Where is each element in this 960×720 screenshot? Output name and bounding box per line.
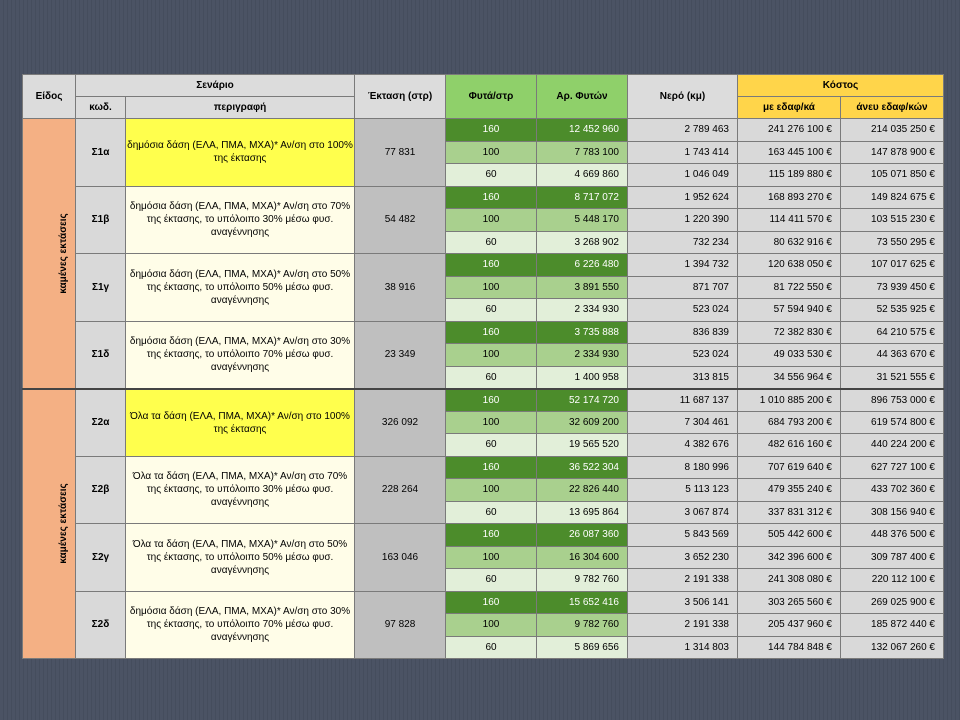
water-cell: 3 506 141	[628, 591, 738, 614]
cost-without-land-cell: 308 156 940 €	[841, 501, 944, 524]
table-row	[23, 254, 944, 277]
cost-without-land-cell: 185 872 440 €	[841, 614, 944, 637]
header-cost-with-land: με εδαφ/κά	[738, 97, 841, 119]
plant-count-cell: 2 334 930	[537, 299, 628, 322]
cost-without-land-cell: 73 939 450 €	[841, 276, 944, 299]
cost-with-land-cell: 684 793 200 €	[738, 411, 841, 434]
water-cell: 1 394 732	[628, 254, 738, 277]
cost-without-land-cell: 220 112 100 €	[841, 569, 944, 592]
plant-count-cell: 19 565 520	[537, 434, 628, 457]
header-code: κωδ.	[76, 97, 126, 119]
cost-with-land-cell: 505 442 600 €	[738, 524, 841, 547]
cost-with-land-cell: 1 010 885 200 €	[738, 389, 841, 412]
plants-per-str-cell: 160	[446, 456, 537, 479]
plant-count-cell: 12 452 960	[537, 119, 628, 142]
water-cell: 11 687 137	[628, 389, 738, 412]
water-cell: 871 707	[628, 276, 738, 299]
scenario-description: δημόσια δάση (ΕΛΑ, ΠΜΑ, ΜΧΑ)* Αν/ση στο 50% της έκτασης, το υπόλοιπο 50% μέσω φυσ. αναγέννησης	[126, 254, 355, 322]
scenario-code: Σ2γ	[76, 524, 126, 592]
plants-per-str-cell: 100	[446, 141, 537, 164]
cost-with-land-cell: 34 556 964 €	[738, 366, 841, 389]
plants-per-str-cell: 60	[446, 569, 537, 592]
water-cell: 8 180 996	[628, 456, 738, 479]
cost-without-land-cell: 73 550 295 €	[841, 231, 944, 254]
cost-without-land-cell: 440 224 200 €	[841, 434, 944, 457]
plant-count-cell: 3 891 550	[537, 276, 628, 299]
water-cell: 523 024	[628, 299, 738, 322]
plant-count-cell: 4 669 860	[537, 164, 628, 187]
cost-with-land-cell: 81 722 550 €	[738, 276, 841, 299]
cost-with-land-cell: 482 616 160 €	[738, 434, 841, 457]
cost-with-land-cell: 479 355 240 €	[738, 479, 841, 502]
plant-count-cell: 5 448 170	[537, 209, 628, 232]
scenario-code: Σ1γ	[76, 254, 126, 322]
water-cell: 313 815	[628, 366, 738, 389]
table-row	[23, 524, 944, 547]
cost-without-land-cell: 147 878 900 €	[841, 141, 944, 164]
table-row	[23, 456, 944, 479]
water-cell: 1 314 803	[628, 636, 738, 659]
water-cell: 3 067 874	[628, 501, 738, 524]
plant-count-cell: 32 609 200	[537, 411, 628, 434]
scenario-description: Όλα τα δάση (ΕΛΑ, ΠΜΑ, ΜΧΑ)* Αν/ση στο 70% της έκτασης, το υπόλοιπο 30% μέσω φυσ. αναγέννησης	[126, 456, 355, 524]
water-cell: 2 191 338	[628, 614, 738, 637]
cost-with-land-cell: 72 382 830 €	[738, 321, 841, 344]
water-cell: 7 304 461	[628, 411, 738, 434]
plants-per-str-cell: 100	[446, 344, 537, 367]
scenario-cost-table	[22, 74, 944, 659]
plant-count-cell: 16 304 600	[537, 546, 628, 569]
cost-without-land-cell: 31 521 555 €	[841, 366, 944, 389]
scenario-area: 54 482	[355, 186, 446, 254]
plants-per-str-cell: 100	[446, 479, 537, 502]
water-cell: 732 234	[628, 231, 738, 254]
cost-with-land-cell: 303 265 560 €	[738, 591, 841, 614]
cost-without-land-cell: 309 787 400 €	[841, 546, 944, 569]
water-cell: 2 191 338	[628, 569, 738, 592]
table-row	[23, 119, 944, 142]
scenario-code: Σ2β	[76, 456, 126, 524]
cost-with-land-cell: 80 632 916 €	[738, 231, 841, 254]
cost-with-land-cell: 707 619 640 €	[738, 456, 841, 479]
plants-per-str-cell: 100	[446, 614, 537, 637]
scenario-area: 77 831	[355, 119, 446, 187]
water-cell: 836 839	[628, 321, 738, 344]
cost-with-land-cell: 168 893 270 €	[738, 186, 841, 209]
water-cell: 2 789 463	[628, 119, 738, 142]
scenario-description: Όλα τα δάση (ΕΛΑ, ΠΜΑ, ΜΧΑ)* Αν/ση στο 100% της έκτασης	[126, 389, 355, 457]
scenario-description: Όλα τα δάση (ΕΛΑ, ΠΜΑ, ΜΧΑ)* Αν/ση στο 50% της έκτασης, το υπόλοιπο 50% μέσω φυσ. αναγέννησης	[126, 524, 355, 592]
cost-without-land-cell: 433 702 360 €	[841, 479, 944, 502]
plant-count-cell: 5 869 656	[537, 636, 628, 659]
plant-count-cell: 9 782 760	[537, 614, 628, 637]
plant-count-cell: 52 174 720	[537, 389, 628, 412]
table-row	[23, 321, 944, 344]
plant-count-cell: 6 226 480	[537, 254, 628, 277]
table-row	[23, 591, 944, 614]
cost-without-land-cell: 132 067 260 €	[841, 636, 944, 659]
water-cell: 1 046 049	[628, 164, 738, 187]
cost-with-land-cell: 120 638 050 €	[738, 254, 841, 277]
scenario-code: Σ1δ	[76, 321, 126, 389]
cost-without-land-cell: 627 727 100 €	[841, 456, 944, 479]
header-plants-per-str: Φυτά/στρ	[446, 75, 537, 119]
cost-without-land-cell: 64 210 575 €	[841, 321, 944, 344]
water-cell: 3 652 230	[628, 546, 738, 569]
plants-per-str-cell: 160	[446, 591, 537, 614]
cost-with-land-cell: 241 276 100 €	[738, 119, 841, 142]
plants-per-str-cell: 60	[446, 231, 537, 254]
header-scenario: Σενάριο	[76, 75, 355, 97]
plant-count-cell: 15 652 416	[537, 591, 628, 614]
header-area: Έκταση (στρ)	[355, 75, 446, 119]
water-cell: 4 382 676	[628, 434, 738, 457]
scenario-area: 326 092	[355, 389, 446, 457]
plant-count-cell: 7 783 100	[537, 141, 628, 164]
plants-per-str-cell: 160	[446, 321, 537, 344]
header-cost-without-land: άνευ εδαφ/κών	[841, 97, 944, 119]
cost-with-land-cell: 115 189 880 €	[738, 164, 841, 187]
cost-without-land-cell: 103 515 230 €	[841, 209, 944, 232]
cost-with-land-cell: 163 445 100 €	[738, 141, 841, 164]
plants-per-str-cell: 160	[446, 119, 537, 142]
plants-per-str-cell: 160	[446, 389, 537, 412]
plants-per-str-cell: 100	[446, 276, 537, 299]
plants-per-str-cell: 160	[446, 524, 537, 547]
scenario-area: 163 046	[355, 524, 446, 592]
plants-per-str-cell: 60	[446, 366, 537, 389]
cost-without-land-cell: 619 574 800 €	[841, 411, 944, 434]
cost-without-land-cell: 52 535 925 €	[841, 299, 944, 322]
plant-count-cell: 3 735 888	[537, 321, 628, 344]
scenario-code: Σ2α	[76, 389, 126, 457]
scenario-description: δημόσια δάση (ΕΛΑ, ΠΜΑ, ΜΧΑ)* Αν/ση στο 30% της έκτασης, το υπόλοιπο 70% μέσω φυσ. αναγέννησης	[126, 321, 355, 389]
plant-count-cell: 1 400 958	[537, 366, 628, 389]
plants-per-str-cell: 100	[446, 209, 537, 232]
plant-count-cell: 2 334 930	[537, 344, 628, 367]
cost-with-land-cell: 205 437 960 €	[738, 614, 841, 637]
group-label: καμένες εκτάσεις	[23, 119, 76, 389]
table-row	[23, 389, 944, 412]
plants-per-str-cell: 160	[446, 254, 537, 277]
cost-with-land-cell: 57 594 940 €	[738, 299, 841, 322]
header-cost: Κόστος	[738, 75, 944, 97]
scenario-area: 38 916	[355, 254, 446, 322]
plants-per-str-cell: 160	[446, 186, 537, 209]
water-cell: 1 220 390	[628, 209, 738, 232]
plants-per-str-cell: 100	[446, 411, 537, 434]
scenario-description: δημόσια δάση (ΕΛΑ, ΠΜΑ, ΜΧΑ)* Αν/ση στο 70% της έκτασης, το υπόλοιπο 30% μέσω φυσ. αναγέννησης	[126, 186, 355, 254]
cost-without-land-cell: 149 824 675 €	[841, 186, 944, 209]
plant-count-cell: 3 268 902	[537, 231, 628, 254]
header-description: περιγραφή	[126, 97, 355, 119]
water-cell: 5 843 569	[628, 524, 738, 547]
cost-without-land-cell: 105 071 850 €	[841, 164, 944, 187]
water-cell: 5 113 123	[628, 479, 738, 502]
water-cell: 523 024	[628, 344, 738, 367]
header-water: Νερό (κμ)	[628, 75, 738, 119]
plant-count-cell: 22 826 440	[537, 479, 628, 502]
plant-count-cell: 9 782 760	[537, 569, 628, 592]
plant-count-cell: 36 522 304	[537, 456, 628, 479]
plant-count-cell: 26 087 360	[537, 524, 628, 547]
scenario-area: 97 828	[355, 591, 446, 659]
cost-without-land-cell: 214 035 250 €	[841, 119, 944, 142]
cost-with-land-cell: 241 308 080 €	[738, 569, 841, 592]
plants-per-str-cell: 100	[446, 546, 537, 569]
water-cell: 1 743 414	[628, 141, 738, 164]
plants-per-str-cell: 60	[446, 434, 537, 457]
cost-with-land-cell: 337 831 312 €	[738, 501, 841, 524]
cost-with-land-cell: 49 033 530 €	[738, 344, 841, 367]
table-row	[23, 186, 944, 209]
cost-with-land-cell: 144 784 848 €	[738, 636, 841, 659]
group-label: καμένες εκτάσεις	[23, 389, 76, 659]
scenario-description: δημόσια δάση (ΕΛΑ, ΠΜΑ, ΜΧΑ)* Αν/ση στο 30% της έκτασης, το υπόλοιπο 70% μέσω φυσ. αναγέννησης	[126, 591, 355, 659]
scenario-code: Σ1β	[76, 186, 126, 254]
water-cell: 1 952 624	[628, 186, 738, 209]
cost-without-land-cell: 44 363 670 €	[841, 344, 944, 367]
plants-per-str-cell: 60	[446, 299, 537, 322]
header-plant-count: Αρ. Φυτών	[537, 75, 628, 119]
scenario-code: Σ2δ	[76, 591, 126, 659]
plant-count-cell: 13 695 864	[537, 501, 628, 524]
plant-count-cell: 8 717 072	[537, 186, 628, 209]
plants-per-str-cell: 60	[446, 501, 537, 524]
header-eidos: Είδος	[23, 75, 76, 119]
plants-per-str-cell: 60	[446, 636, 537, 659]
cost-without-land-cell: 107 017 625 €	[841, 254, 944, 277]
cost-without-land-cell: 896 753 000 €	[841, 389, 944, 412]
cost-without-land-cell: 448 376 500 €	[841, 524, 944, 547]
cost-with-land-cell: 342 396 600 €	[738, 546, 841, 569]
plants-per-str-cell: 60	[446, 164, 537, 187]
scenario-description: δημόσια δάση (ΕΛΑ, ΠΜΑ, ΜΧΑ)* Αν/ση στο 100% της έκτασης	[126, 119, 355, 187]
cost-without-land-cell: 269 025 900 €	[841, 591, 944, 614]
scenario-code: Σ1α	[76, 119, 126, 187]
cost-with-land-cell: 114 411 570 €	[738, 209, 841, 232]
scenario-area: 228 264	[355, 456, 446, 524]
scenario-area: 23 349	[355, 321, 446, 389]
